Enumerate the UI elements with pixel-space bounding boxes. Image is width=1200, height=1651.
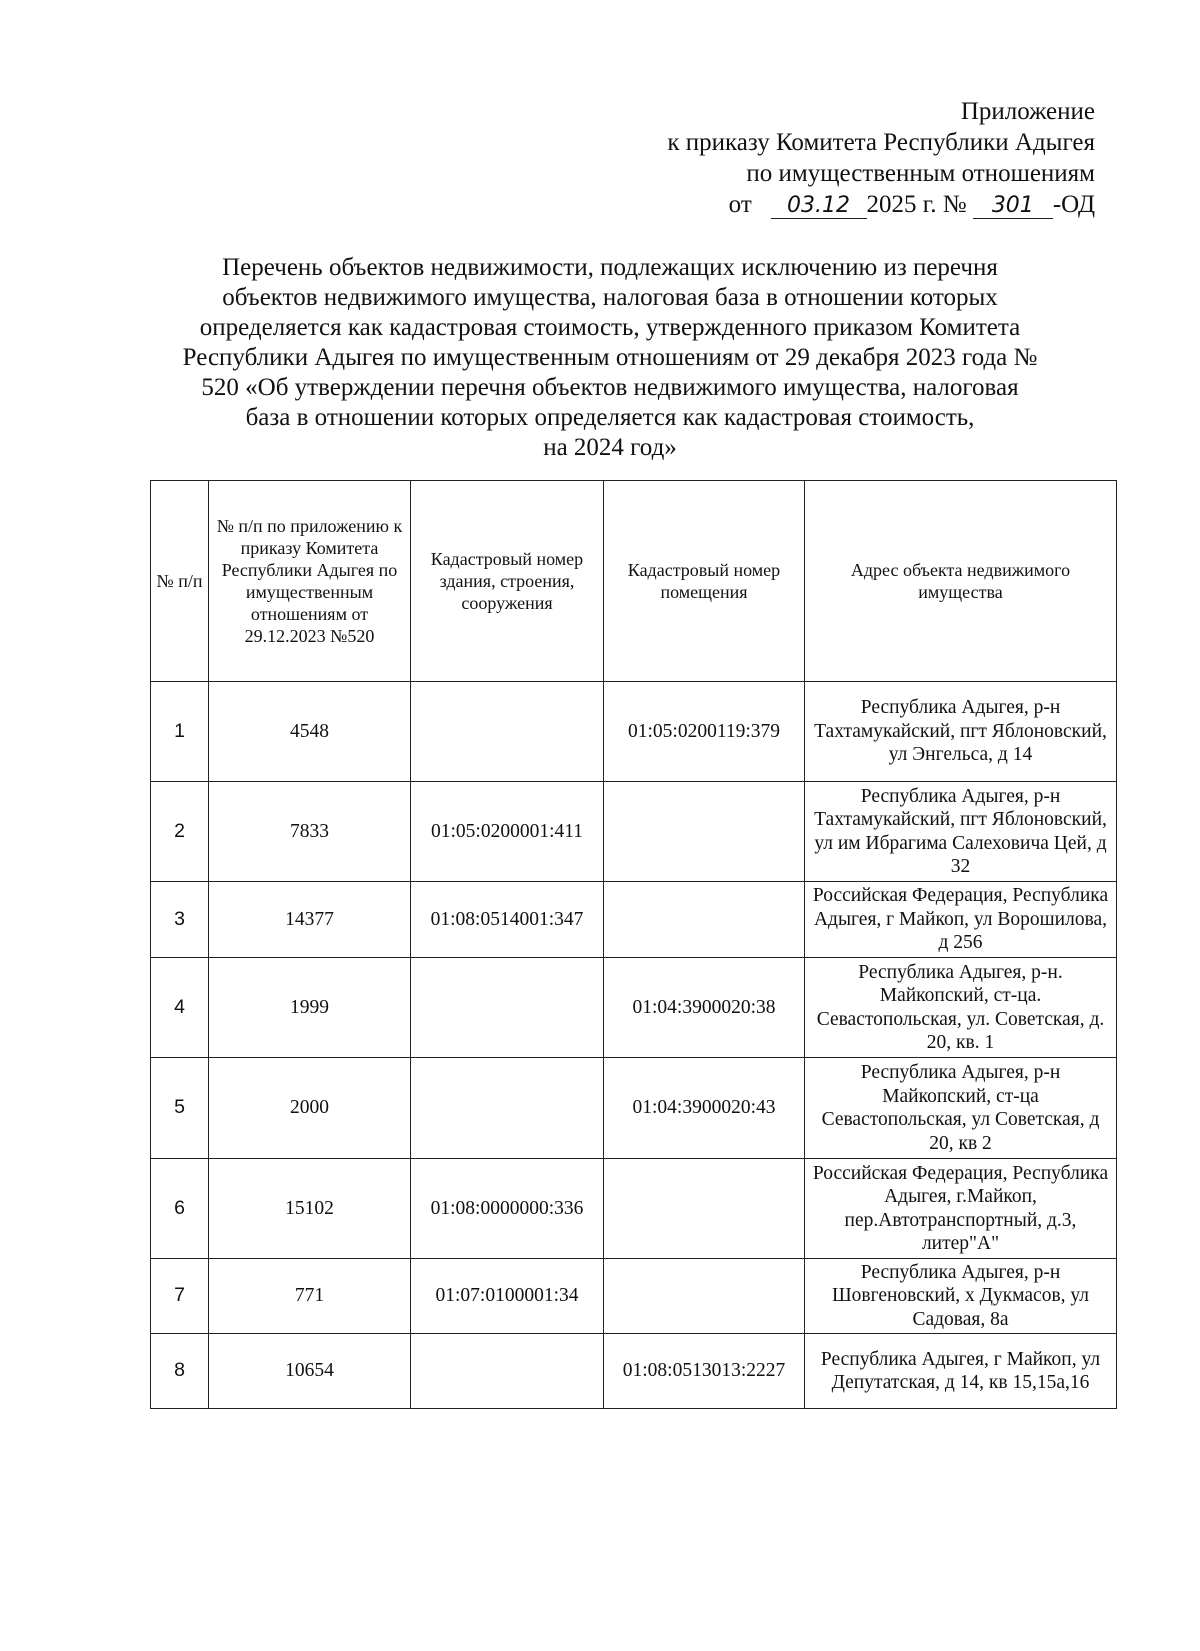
cell-appendix-number: 1999 xyxy=(209,958,411,1058)
cell-room-cadastral: 01:04:3900020:43 xyxy=(604,1058,805,1159)
cell-row-number: 8 xyxy=(151,1334,209,1409)
cell-building-cadastral xyxy=(411,682,604,782)
cell-building-cadastral: 01:08:0000000:336 xyxy=(411,1159,604,1259)
document-title xyxy=(150,253,1070,463)
cell-room-cadastral: 01:08:0513013:2227 xyxy=(604,1334,805,1409)
cell-room-cadastral: 01:04:3900020:38 xyxy=(604,958,805,1058)
cell-building-cadastral: 01:08:0514001:347 xyxy=(411,882,604,958)
table-row xyxy=(151,682,1117,782)
header-room-cadastral: Кадастровый номер помещения xyxy=(604,481,805,682)
cell-row-number: 5 xyxy=(151,1058,209,1159)
title-line: определяется как кадастровая стоимость, утвержденного приказом Комитета xyxy=(199,314,1021,341)
cell-appendix-number: 15102 xyxy=(209,1159,411,1259)
appendix-title: Приложение xyxy=(960,98,1095,125)
cell-address: Республика Адыгея, г Майкоп, ул Депутатская, д 14, кв 15,15а,16 xyxy=(805,1334,1117,1409)
year-label: 2025 г. № xyxy=(866,191,967,218)
cell-appendix-number: 7833 xyxy=(209,782,411,882)
cell-building-cadastral xyxy=(411,958,604,1058)
table-row xyxy=(151,1259,1117,1334)
table-row xyxy=(151,1334,1117,1409)
appendix-committee: по имущественным отношениям xyxy=(746,160,1095,187)
cell-room-cadastral xyxy=(604,1159,805,1259)
title-line: 520 «Об утверждении перечня объектов недвижимого имущества, налоговая xyxy=(201,374,1019,401)
header-row-number: № п/п xyxy=(151,481,209,682)
header-appendix-number: № п/п по приложению к приказу Комитета Республики Адыгея по имущественным отношениям от 29.12.2023 №520 xyxy=(209,481,411,682)
header-address: Адрес объекта недвижимого имущества xyxy=(805,481,1117,682)
table-header-row xyxy=(151,481,1117,682)
title-line: объектов недвижимого имущества, налоговая база в отношении которых xyxy=(222,284,998,311)
cell-row-number: 4 xyxy=(151,958,209,1058)
appendix-date-line xyxy=(575,189,1095,220)
cell-address: Республика Адыгея, р-н Шовгеновский, х Дукмасов, ул Садовая, 8а xyxy=(805,1259,1117,1334)
cell-appendix-number: 4548 xyxy=(209,682,411,782)
cell-row-number: 1 xyxy=(151,682,209,782)
cell-address: Российская Федерация, Республика Адыгея, г.Майкоп, пер.Автотранспортный, д.3, литер"А" xyxy=(805,1159,1117,1259)
cell-room-cadastral xyxy=(604,882,805,958)
cell-building-cadastral: 01:07:0100001:34 xyxy=(411,1259,604,1334)
title-line: Республики Адыгея по имущественным отношениям от 29 декабря 2023 года № xyxy=(182,344,1038,371)
from-label: от xyxy=(728,191,752,218)
table-row xyxy=(151,1058,1117,1159)
handwritten-number: 301 xyxy=(973,194,1053,219)
table-row xyxy=(151,1159,1117,1259)
appendix-order-ref: к приказу Комитета Республики Адыгея xyxy=(667,129,1095,156)
cell-row-number: 2 xyxy=(151,782,209,882)
cell-building-cadastral xyxy=(411,1058,604,1159)
cell-address: Республика Адыгея, р-н Тахтамукайский, пгт Яблоновский, ул Энгельса, д 14 xyxy=(805,682,1117,782)
cell-row-number: 6 xyxy=(151,1159,209,1259)
cell-building-cadastral: 01:05:0200001:411 xyxy=(411,782,604,882)
cell-building-cadastral xyxy=(411,1334,604,1409)
cell-room-cadastral xyxy=(604,1259,805,1334)
order-suffix: -ОД xyxy=(1052,191,1095,218)
cell-room-cadastral xyxy=(604,782,805,882)
table-row xyxy=(151,958,1117,1058)
objects-table xyxy=(150,480,1117,1409)
table-row xyxy=(151,782,1117,882)
cell-appendix-number: 771 xyxy=(209,1259,411,1334)
cell-address: Республика Адыгея, р-н Тахтамукайский, пгт Яблоновский, ул им Ибрагима Салеховича Цей, д 32 xyxy=(805,782,1117,882)
title-line: база в отношении которых определяется как кадастровая стоимость, xyxy=(245,404,975,431)
appendix-header xyxy=(575,96,1095,220)
title-line: Перечень объектов недвижимости, подлежащих исключению из перечня xyxy=(222,254,998,281)
cell-address: Республика Адыгея, р-н. Майкопский, ст-ца. Севастопольская, ул. Советская, д. 20, кв. 1 xyxy=(805,958,1117,1058)
title-line: на 2024 год» xyxy=(543,434,677,461)
table-row xyxy=(151,882,1117,958)
cell-address: Республика Адыгея, р-н Майкопский, ст-ца Севастопольская, ул Советская, д 20, кв 2 xyxy=(805,1058,1117,1159)
handwritten-date: 03.12 xyxy=(771,194,867,219)
cell-appendix-number: 2000 xyxy=(209,1058,411,1159)
cell-row-number: 7 xyxy=(151,1259,209,1334)
header-building-cadastral: Кадастровый номер здания, строения, сооружения xyxy=(411,481,604,682)
cell-row-number: 3 xyxy=(151,882,209,958)
cell-address: Российская Федерация, Республика Адыгея, г Майкоп, ул Ворошилова, д 256 xyxy=(805,882,1117,958)
cell-appendix-number: 10654 xyxy=(209,1334,411,1409)
cell-room-cadastral: 01:05:0200119:379 xyxy=(604,682,805,782)
cell-appendix-number: 14377 xyxy=(209,882,411,958)
